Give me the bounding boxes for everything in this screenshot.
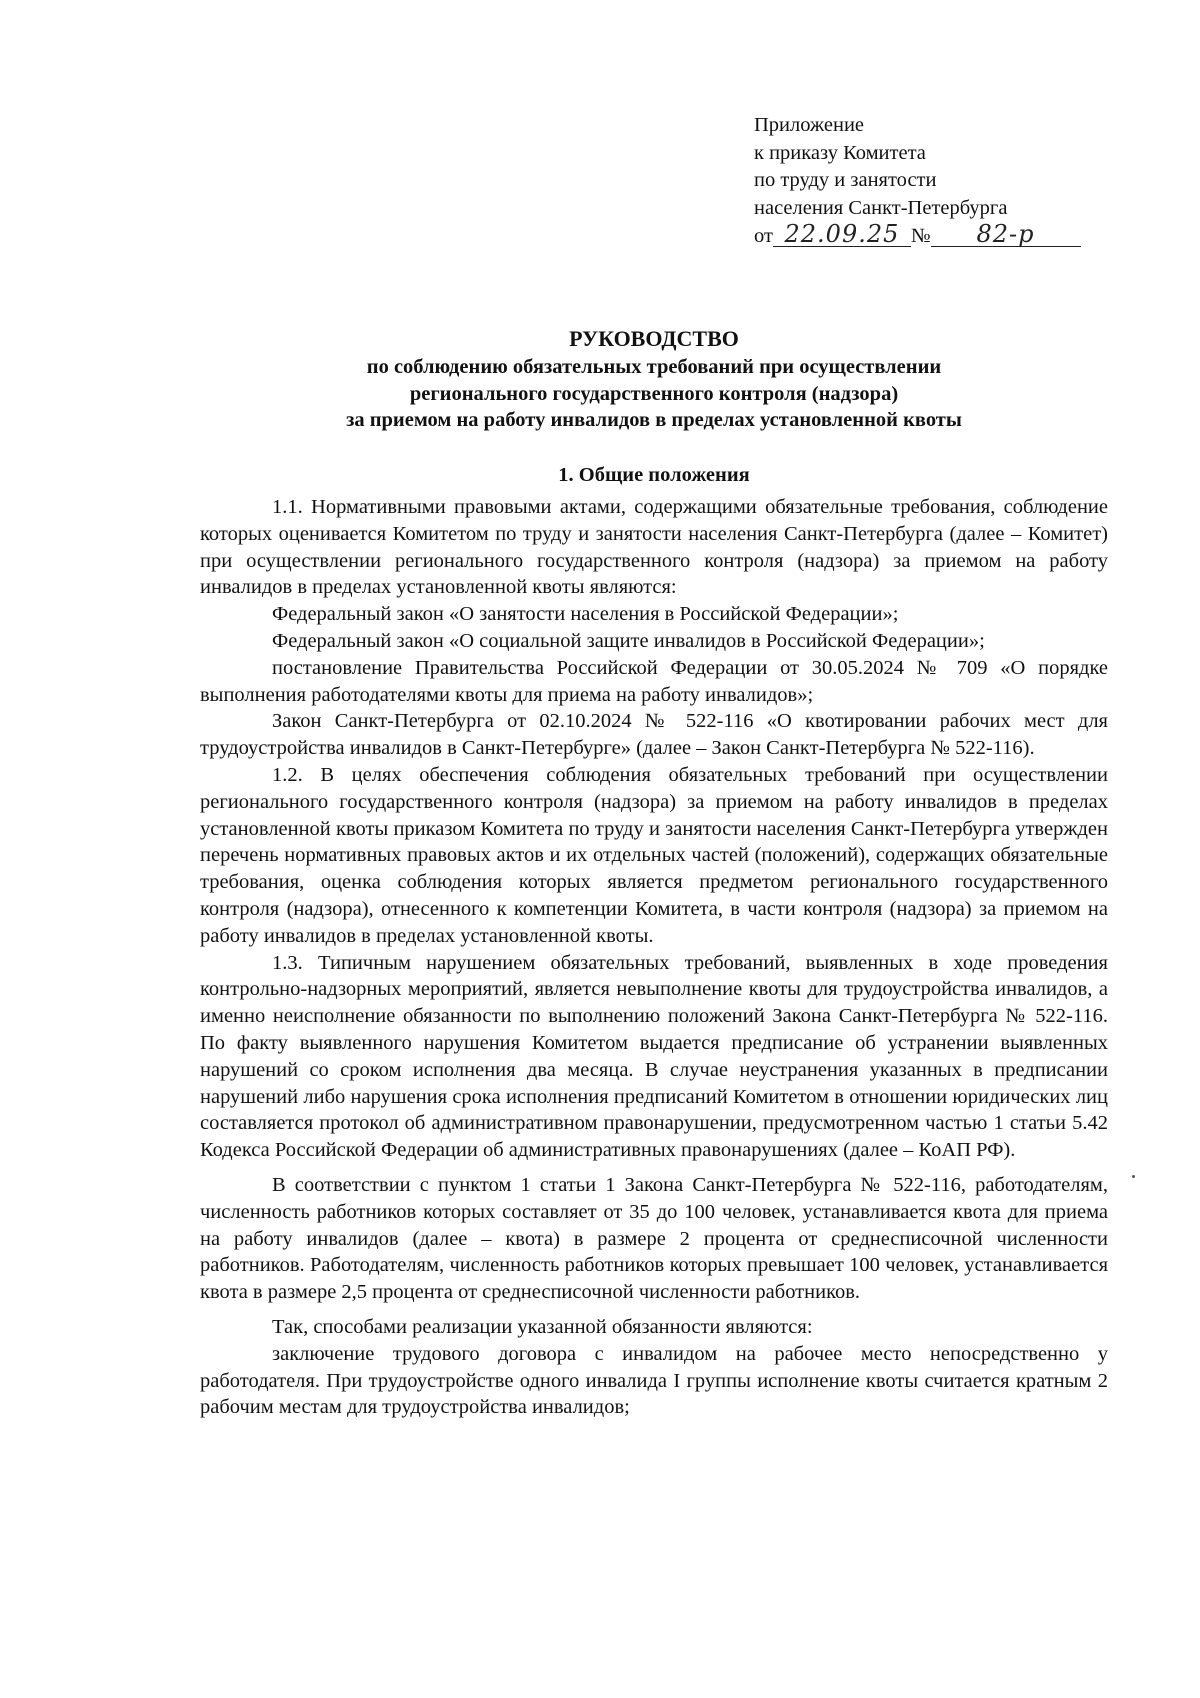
paragraph: Федеральный закон «О занятости населения в Российской Федерации»; [272,603,899,626]
paragraph: заключение трудового договора с инвалидом на рабочее место непосредственно у работодателя. При трудоустройстве одного инвалида I группы исполнение квоты считается кратным 2 рабочим местам для трудоустройства инвалидов; [200,1342,1108,1419]
paragraph: постановление Правительства Российской Федерации от 30.05.2024 № 709 «О порядке выполнения работодателями квоты для приема на работу инвалидов»; [200,656,1108,706]
document-title [200,324,1108,434]
paragraph: Закон Санкт-Петербурга от 02.10.2024 № 522-116 «О квотировании рабочих мест для трудоустройства инвалидов в Санкт-Петербурге» (далее – Закон Санкт-Петербурга № 522-116). [200,710,1108,760]
handwritten-date: 22.09.25 [773,222,911,247]
appendix-line: населения Санкт-Петербурга [754,196,1008,219]
appendix-line: к приказу Комитета [754,141,926,164]
from-label: от [754,225,773,247]
paragraph: Федеральный закон «О социальной защите инвалидов в Российской Федерации»; [272,629,985,652]
title-line: регионального государственного контроля (надзора) [409,382,899,405]
order-date-number-line [754,222,1094,251]
handwritten-number: 82-р [931,222,1081,247]
scan-speck [1132,1175,1135,1178]
paragraph: 1.3. Типичным нарушением обязательных требований, выявленных в ходе проведения контрольно-надзорных мероприятий, является невыполнение квоты для трудоустройства инвалидов, а именно неисполнение обязанности по выполнению положений Закона Санкт-Петербурга № 522-116. По факту выявленного нарушения Комитетом выдается предписание об устранении выявленных нарушений со сроком исполнения два месяца. В случае неустранения указанных в предписании нарушений либо нарушения срока исполнения предписаний Комитетом в отношении юридических лиц составляется протокол об административном правонарушении, предусмотренном частью 1 статьи 5.42 Кодекса Российской Федерации об административных правонарушениях (далее – КоАП РФ). [200,951,1108,1162]
paragraph: Так, способами реализации указанной обязанности являются: [272,1315,813,1338]
paragraph: 1.2. В целях обеспечения соблюдения обязательных требований при осуществлении регионального государственного контроля (надзора) за приемом на работу инвалидов в пределах установленной квоты приказом Комитета по труду и занятости населения Санкт-Петербурга утвержден перечень нормативных правовых актов и их отдельных частей (положений), содержащих обязательные требования, оценка соблюдения которых является предметом регионального государственного контроля (надзора), отнесенного к компетенции Комитета, в части контроля (надзора) за приемом на работу инвалидов в пределах установленной квоты. [200,763,1108,947]
title-line: по соблюдению обязательных требований при осуществлении [366,356,942,378]
paragraph: 1.1. Нормативными правовыми актами, содержащими обязательные требования, соблюдение которых оценивается Комитетом по труду и занятости населения Санкт-Петербурга (далее – Комитет) при осуществлении регионального государственного контроля (надзора) за приемом на работу инвалидов в пределах установленной квоты являются: [200,496,1108,599]
title-line: за приемом на работу инвалидов в пределах установленной квоты [346,409,962,431]
title-main: РУКОВОДСТВО [569,326,739,351]
section-heading: 1. Общие положения [558,464,750,486]
section-body [200,494,1108,1421]
appendix-line: Приложение [754,114,865,136]
paragraph: В соответствии с пунктом 1 статьи 1 Закона Санкт-Петербурга № 522-116, работодателям, численность работников которых составляет от 35 до 100 человек, устанавливается квота для приема на работу инвалидов (далее – квота) в размере 2 процента от среднесписочной численности работников. Работодателям, численность работников которых превышает 100 человек, устанавливается квота в размере 2,5 процента от среднесписочной численности работников. [200,1173,1108,1304]
appendix-header [754,112,1094,251]
number-label: № [910,225,931,247]
appendix-line: по труду и занятости [754,169,937,191]
